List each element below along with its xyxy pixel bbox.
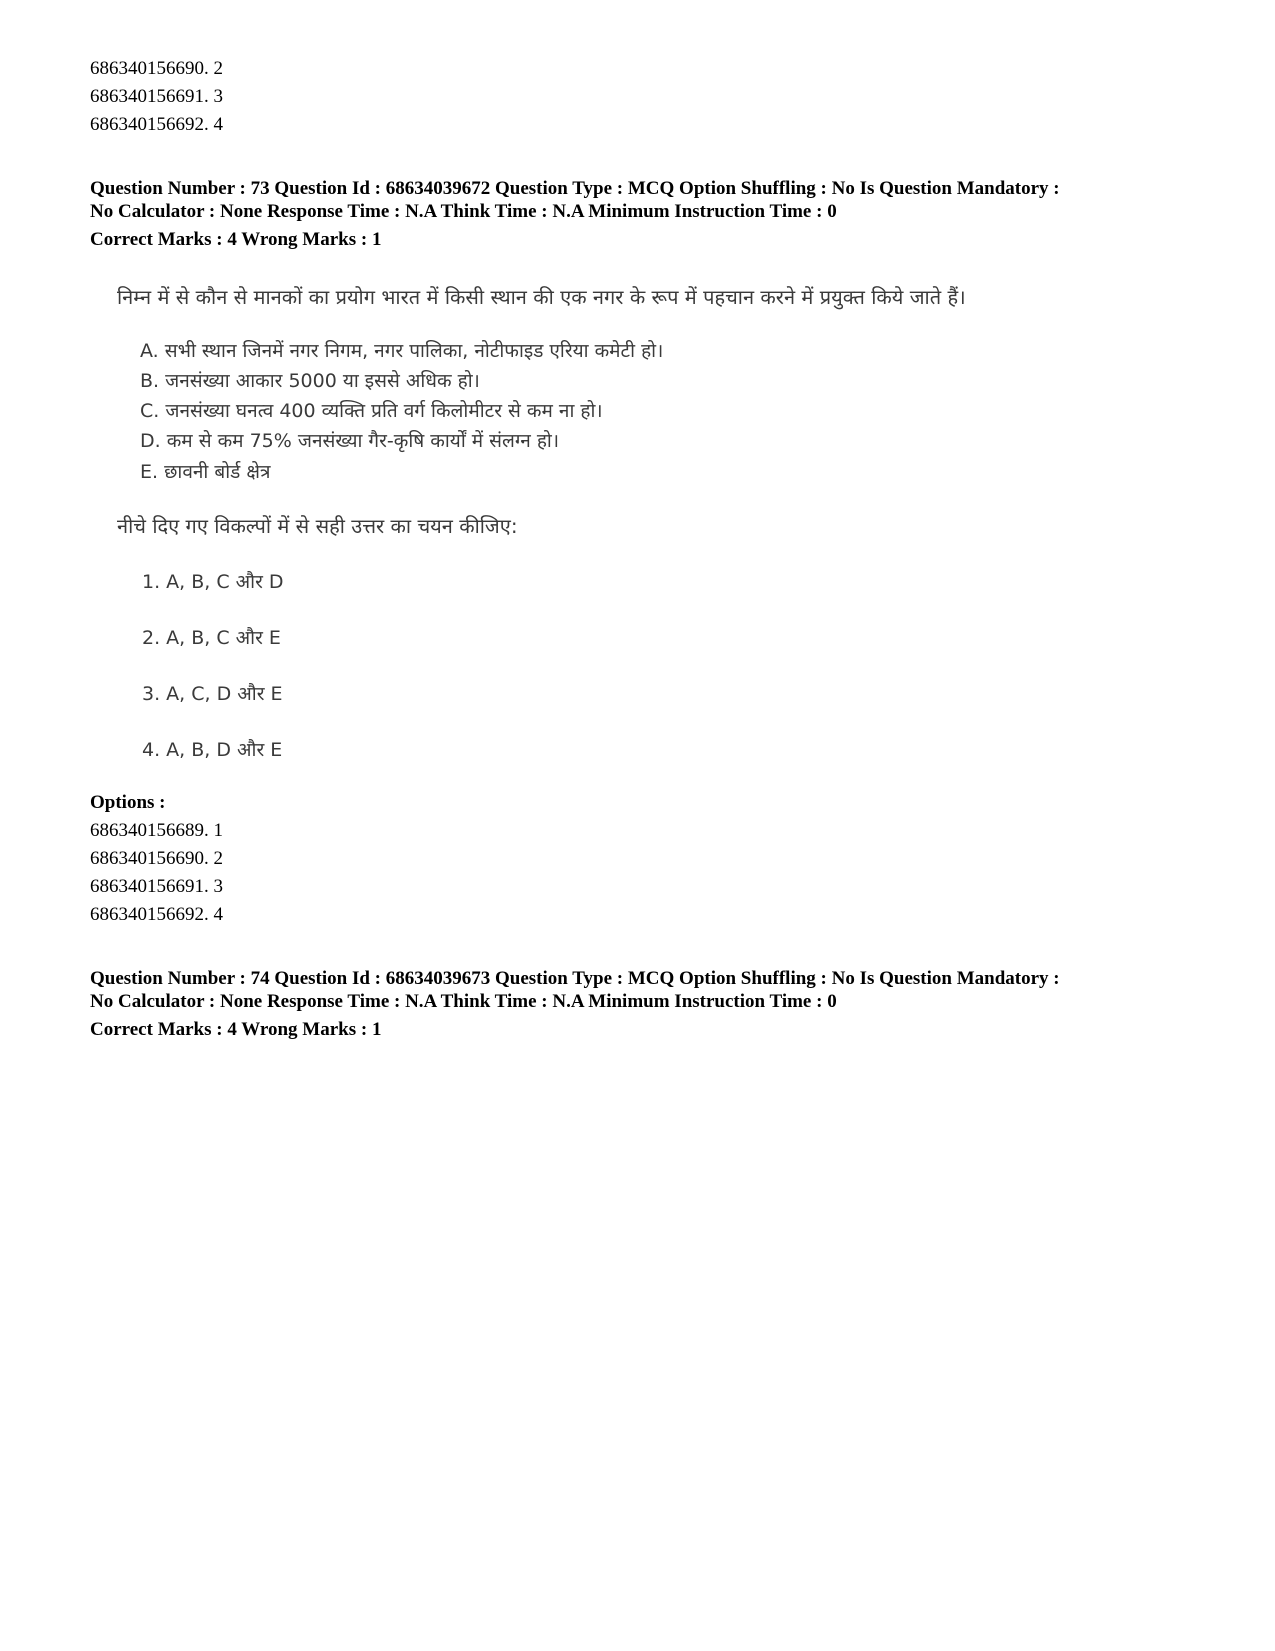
question-header: Question Number : 74 Question Id : 68634039673 Question Type : MCQ Option Shuffling : No Is Question Mandatory : — [90, 968, 1060, 989]
options-label: Options : — [90, 792, 166, 813]
question-marks: Correct Marks : 4 Wrong Marks : 1 — [90, 1019, 382, 1040]
question-marks: Correct Marks : 4 Wrong Marks : 1 — [90, 229, 382, 250]
answer-choice: 1. A, B, C और D — [142, 571, 284, 593]
answer-choice: 3. A, C, D और E — [142, 683, 283, 705]
option-line: 686340156690. 2 — [90, 848, 223, 869]
question-header: Question Number : 73 Question Id : 68634039672 Question Type : MCQ Option Shuffling : No Is Question Mandatory : — [90, 178, 1060, 199]
option-line: 686340156691. 3 — [90, 86, 223, 107]
question-header: No Calculator : None Response Time : N.A Think Time : N.A Minimum Instruction Time : 0 — [90, 991, 837, 1012]
answer-choice: 4. A, B, D और E — [142, 739, 283, 761]
option-line: 686340156691. 3 — [90, 876, 223, 897]
statement: E. छावनी बोर्ड क्षेत्र — [140, 461, 271, 483]
option-line: 686340156692. 4 — [90, 114, 223, 135]
answer-choice: 2. A, B, C और E — [142, 627, 281, 649]
option-line: 686340156689. 1 — [90, 820, 223, 841]
statement: C. जनसंख्या घनत्व 400 व्यक्ति प्रति वर्ग किलोमीटर से कम ना हो। — [140, 400, 603, 422]
instruction-text: नीचे दिए गए विकल्पों में से सही उत्तर का चयन कीजिए: — [117, 514, 518, 538]
statement: B. जनसंख्या आकार 5000 या इससे अधिक हो। — [140, 370, 480, 392]
question-text: निम्न में से कौन से मानकों का प्रयोग भारत में किसी स्थान की एक नगर के रूप में पहचान करने में प्रयुक्त किये जाते हैं। — [117, 285, 966, 309]
option-line: 686340156690. 2 — [90, 58, 223, 79]
option-line: 686340156692. 4 — [90, 904, 223, 925]
question-header: No Calculator : None Response Time : N.A Think Time : N.A Minimum Instruction Time : 0 — [90, 201, 837, 222]
statement: A. सभी स्थान जिनमें नगर निगम, नगर पालिका, नोटीफाइड एरिया कमेटी हो। — [140, 340, 664, 362]
statement: D. कम से कम 75% जनसंख्या गैर-कृषि कार्यों में संलग्न हो। — [140, 430, 560, 452]
